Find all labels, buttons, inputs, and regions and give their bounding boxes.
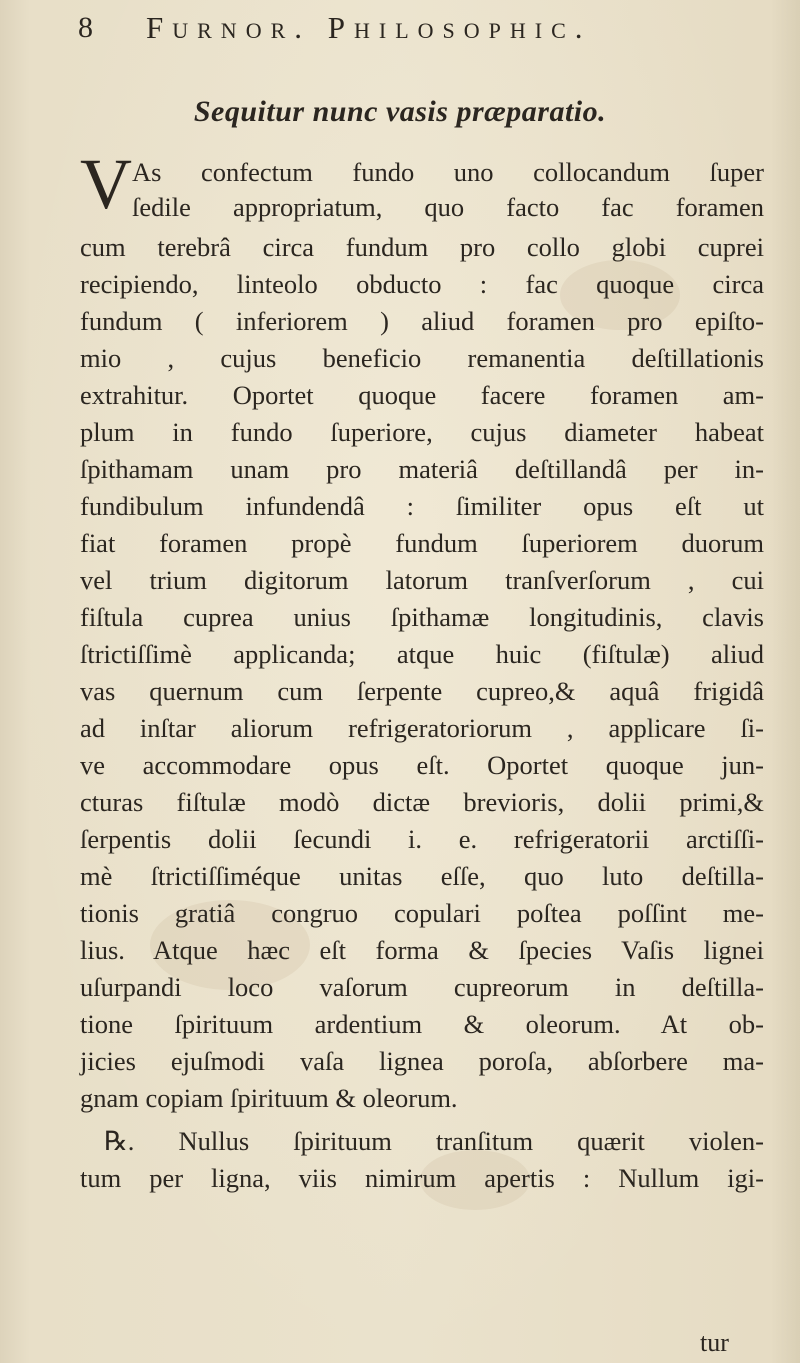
drop-cap: V [80, 144, 132, 224]
text-line: fiat foramen propè fundum ſuperiorem duorum [80, 528, 764, 558]
text-line: jicies ejuſmodi vaſa lignea poroſa, abſorbere ma- [80, 1046, 764, 1076]
text-line: tione ſpirituum ardentium & oleorum. At ob- [80, 1009, 764, 1039]
running-head-title: Furnor. Philosophic. [146, 10, 592, 45]
text-line: cturas fiſtulæ modò dictæ brevioris, dolii primi,& [80, 787, 764, 817]
text-line: fiſtula cuprea unius ſpithamæ longitudinis, clavis [80, 602, 764, 632]
text-line: ſpithamam unam pro materiâ deſtillandâ per in- [80, 454, 764, 484]
text-line: ad inſtar aliorum refrigeratoriorum , applicare ſi- [80, 713, 764, 743]
text-line: ſtrictiſſimè applicanda; atque huic (fiſtulæ) aliud [80, 639, 764, 669]
running-head [78, 8, 678, 48]
text-line: mio , cujus beneficio remanentia deſtillationis [80, 343, 764, 373]
text-line: ℞. Nullus ſpirituum tranſitum quærit violen- [104, 1126, 764, 1156]
text-line: mè ſtrictiſſiméque unitas eſſe, quo luto deſtilla- [80, 861, 764, 891]
text-line: gnam copiam ſpirituum & oleorum. [80, 1083, 458, 1113]
text-line: As confectum fundo uno collocandum ſuper [132, 157, 764, 187]
text-line: tum per ligna, viis nimirum apertis : Nullum igi- [80, 1163, 764, 1193]
text-line: extrahitur. Oportet quoque facere foramen am- [80, 380, 764, 410]
text-line: ſerpentis dolii ſecundi i. e. refrigeratorii arctiſſi- [80, 824, 764, 854]
page-number: 8 [78, 11, 93, 44]
text-line: fundum ( inferiorem ) aliud foramen pro epiſto- [80, 306, 764, 336]
text-line: plum in fundo ſuperiore, cujus diameter habeat [80, 417, 764, 447]
text-line: lius. Atque hæc eſt forma & ſpecies Vaſis lignei [80, 935, 764, 965]
text-line: uſurpandi loco vaſorum cupreorum in deſtilla- [80, 972, 764, 1002]
text-line: ſedile appropriatum, quo facto fac foramen [132, 192, 764, 222]
text-line: tionis gratiâ congruo copulari poſtea poſſint me- [80, 898, 764, 928]
text-line: vel trium digitorum latorum tranſverſorum , cui [80, 565, 764, 595]
text-line: fundibulum infundendâ : ſimiliter opus eſt ut [80, 491, 764, 521]
text-line: ve accommodare opus eſt. Oportet quoque jun- [80, 750, 764, 780]
catchword: tur [700, 1328, 729, 1357]
section-title: Sequitur nunc vasis præparatio. [193, 95, 607, 128]
text-line: cum terebrâ circa fundum pro collo globi cuprei [80, 232, 764, 262]
text-line: recipiendo, linteolo obducto : fac quoque circa [80, 269, 764, 299]
text-line: vas quernum cum ſerpente cupreo,& aquâ frigidâ [80, 676, 764, 706]
